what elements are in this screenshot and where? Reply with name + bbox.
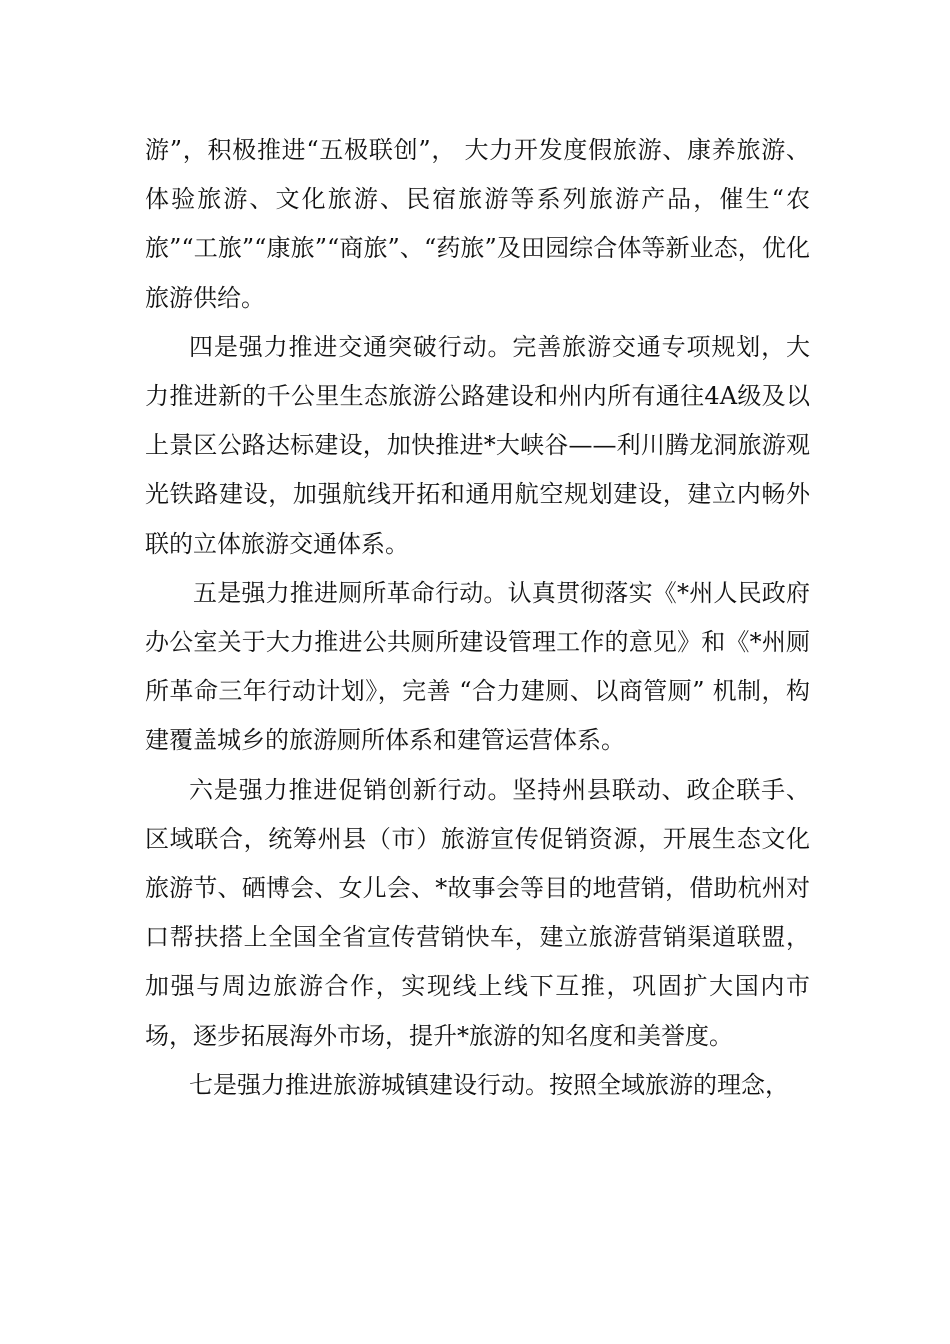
paragraph-tourism-towns: 七是强力推进旅游城镇建设行动。按照全域旅游的理念， bbox=[189, 1070, 789, 1099]
paragraph-promotion-innovation: 六是强力推进促销创新行动。坚持州县联动、政企联手、区域联合，统筹州县（市）旅游宣传促销资源，开展生态文化旅游节、硒博会、女儿会、*故事会等目的地营销，借助杭州对口帮扶搭上全国全省宣传营销快车，建立旅游营销渠道联盟，加强与周边旅游合作，实现线上线下互推，巩固扩大国内市场，逐步拓展海外市场，提升*旅游的知名度和美誉度。 bbox=[145, 775, 810, 1050]
paragraph-transport-action: 四是强力推进交通突破行动。完善旅游交通专项规划，大力推进新的千公里生态旅游公路建设和州内所有通往4A级及以上景区公路达标建设，加快推进*大峡谷——利川腾龙洞旅游观光铁路建设，加强航线开拓和通用航空规划建设，建立内畅外联的立体旅游交通体系。 bbox=[145, 332, 810, 558]
document-body bbox=[145, 126, 810, 1110]
paragraph-tourism-products: 游”，积极推进“五极联创”， 大力开发度假旅游、康养旅游、体验旅游、文化旅游、民宿旅游等系列旅游产品，催生“农旅”“工旅”“康旅”“商旅”、“药旅”及田园综合体等新业态，优化旅游供给。 bbox=[145, 136, 810, 312]
paragraph-toilet-revolution: 五是强力推进厕所革命行动。认真贯彻落实《*州人民政府办公室关于大力推进公共厕所建设管理工作的意见》和《*州厕所革命三年行动计划》，完善 “合力建厕、以商管厕” 机制，构建覆盖城乡的旅游厕所体系和建管运营体系。 bbox=[145, 578, 810, 755]
